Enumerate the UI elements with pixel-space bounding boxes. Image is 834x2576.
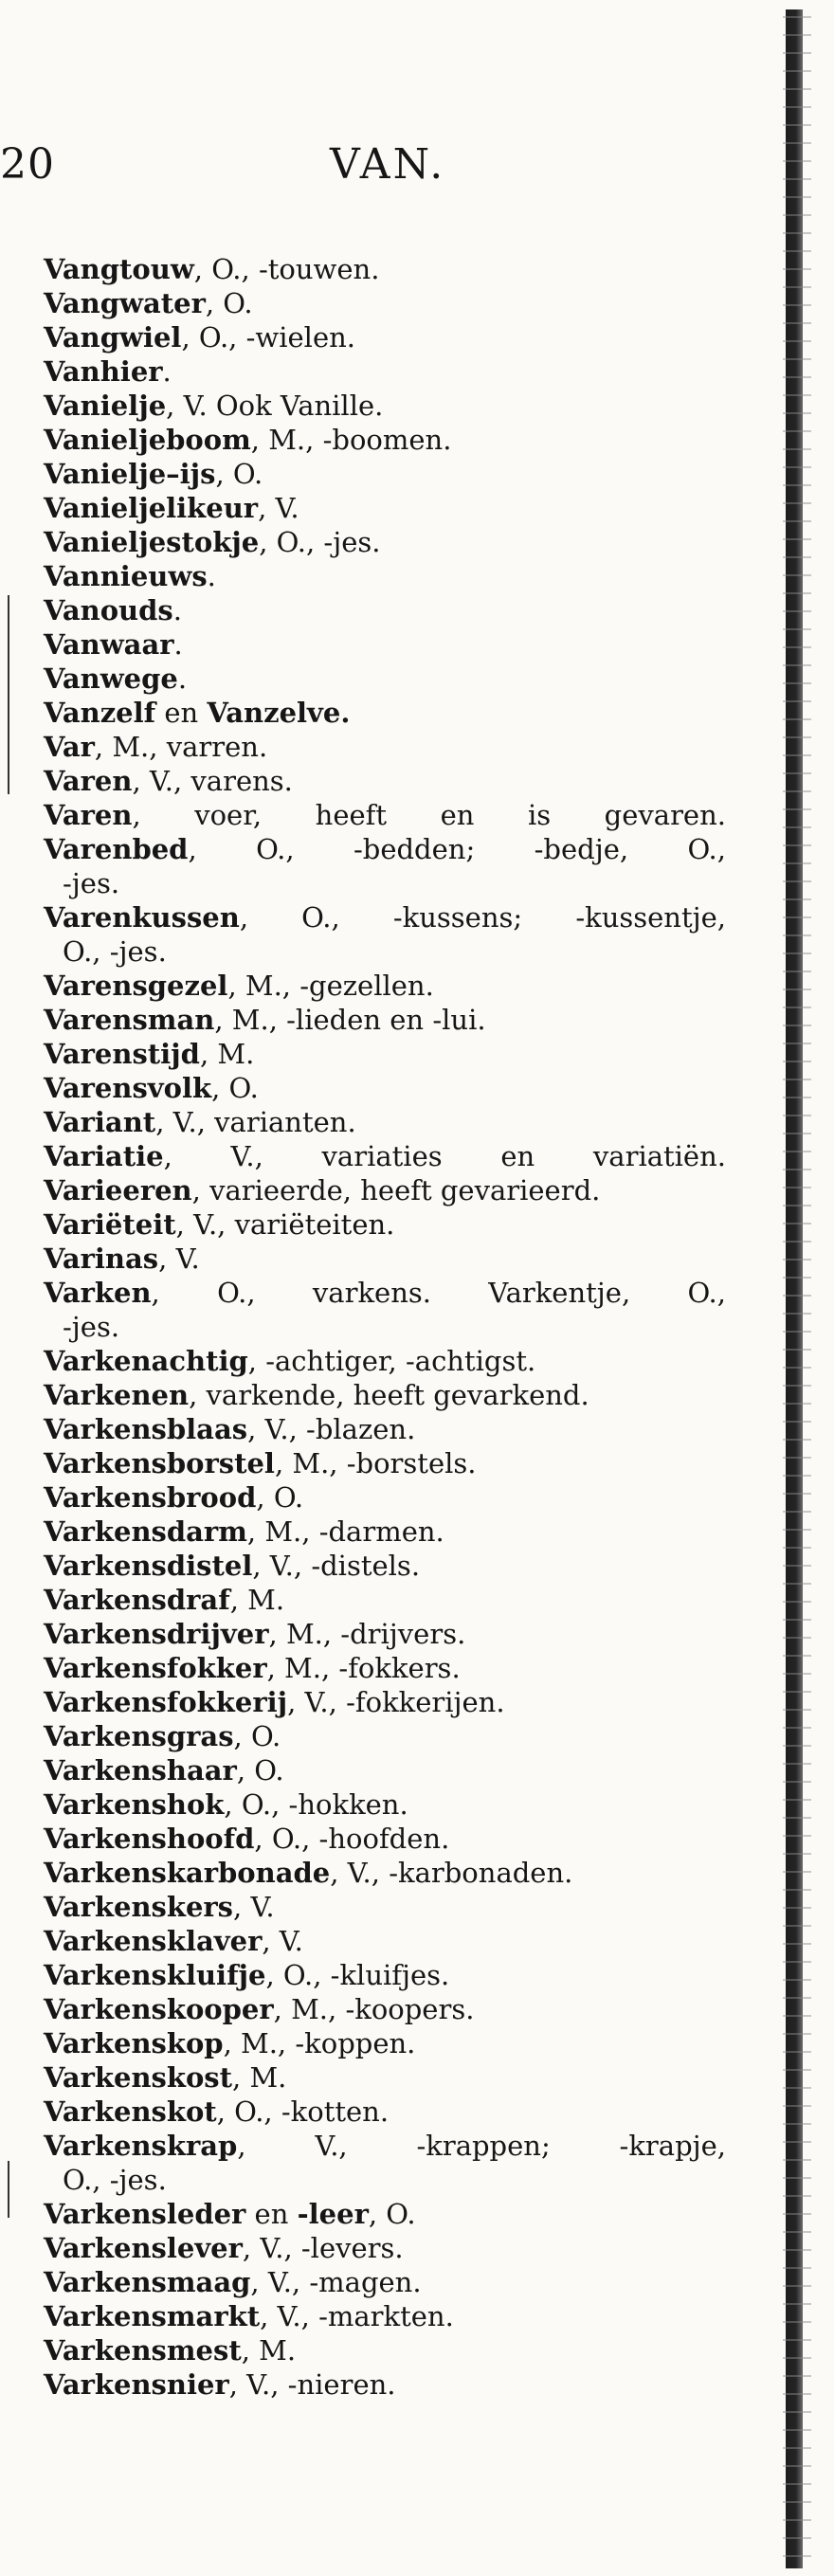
entry-headword: Varkenskrap	[44, 2130, 238, 2162]
entry-definition: , M., -lieden en -lui.	[214, 1004, 486, 1036]
entry-definition: , O.	[233, 1720, 281, 1752]
dictionary-entry	[44, 798, 726, 832]
dictionary-entry	[44, 2026, 726, 2060]
entry-definition: , V.	[158, 1243, 200, 1275]
dictionary-entry	[44, 1344, 726, 1378]
entry-headword: Varkenshaar	[44, 1754, 237, 1787]
entry-definition: .	[177, 662, 188, 695]
dictionary-entry	[44, 457, 726, 491]
entry-headword: Vanhier	[44, 355, 163, 388]
entry-definition: en	[245, 2198, 298, 2230]
entry-headword: Vanielje	[44, 390, 167, 422]
entry-definition: , O.	[205, 287, 253, 319]
entry-definition: , O.	[236, 1754, 284, 1787]
entry-headword: Varenstijd	[44, 1038, 200, 1070]
entry-definition: , M., -boomen.	[250, 424, 452, 456]
entry-definition: , M., -borstels.	[274, 1447, 477, 1479]
entry-definition: , V., -markten.	[260, 2300, 454, 2332]
entry-headword: Varkensgras	[44, 1720, 234, 1752]
dictionary-entry	[44, 2367, 726, 2402]
entry-definition: , O., -touwen.	[193, 253, 380, 285]
dictionary-entry	[44, 593, 726, 627]
dictionary-entry	[44, 1685, 726, 1719]
entry-headword: Varkensnier	[44, 2368, 229, 2401]
entry-headword: Varensvolk	[44, 1072, 212, 1104]
entry-definition: , V.	[258, 492, 299, 524]
entry-headword: Varken	[44, 1277, 152, 1309]
entry-definition: , O.	[368, 2198, 416, 2230]
dictionary-entry	[44, 1207, 726, 1242]
entry-headword: Vanwaar	[44, 628, 174, 661]
entry-headword: Varkenen	[44, 1379, 190, 1411]
entry-headword: Vangwater	[44, 287, 206, 319]
dictionary-entry	[44, 1480, 726, 1515]
dictionary-entry	[44, 2299, 726, 2333]
entry-headword: Varenbed	[44, 833, 189, 865]
entry-definition: , V., varens.	[132, 765, 293, 797]
entry-definition: , O.	[215, 458, 263, 490]
entry-definition: , V., -nieren.	[228, 2368, 396, 2401]
dictionary-entry	[44, 1583, 726, 1617]
entry-headword: Varensgezel	[44, 970, 228, 1002]
dictionary-entry	[44, 389, 726, 423]
entry-headword: Varkensblaas	[44, 1413, 248, 1445]
dictionary-entry	[44, 1139, 726, 1173]
entry-headword: Var	[44, 731, 95, 763]
dictionary-entry	[44, 1992, 726, 2026]
dictionary-entry	[44, 1617, 726, 1651]
entry-definition: en	[155, 697, 208, 729]
entry-headword: Varkenskost	[44, 2061, 233, 2094]
dictionary-entry	[44, 1071, 726, 1105]
entry-headword: Vanieljestokje	[44, 526, 260, 558]
dictionary-entry	[44, 320, 726, 354]
dictionary-entry	[44, 423, 726, 457]
entry-definition: , V. Ook Vanille.	[166, 390, 384, 422]
entry-headword: Varkensdarm	[44, 1515, 247, 1548]
entry-definition: , V.	[262, 1925, 303, 1957]
entry-definition: , M., -gezellen.	[227, 970, 434, 1002]
entry-definition: , voer, heeft en is gevaren.	[132, 799, 726, 831]
entry-headword: Varinas	[44, 1243, 159, 1275]
entry-definition: , V., -krappen; -krapje,	[237, 2130, 726, 2162]
dictionary-entry	[44, 866, 726, 900]
entry-headword: Varkenshoofd	[44, 1823, 255, 1855]
entry-definition: , O., -bedden; -bedje, O.,	[188, 833, 726, 865]
entry-definition: , O., -wielen.	[181, 321, 356, 354]
entry-variant: Vanzelve.	[207, 697, 351, 729]
dictionary-entry	[44, 2231, 726, 2265]
entry-headword: Varkensleder	[44, 2198, 246, 2230]
entry-headword: Varkenskarbonade	[44, 1857, 331, 1889]
dictionary-entry	[44, 1412, 726, 1446]
dictionary-entry	[44, 1549, 726, 1583]
entry-definition: -jes.	[63, 867, 120, 899]
entry-headword: Varen	[44, 765, 133, 797]
entry-definition: , M., -drijvers.	[268, 1618, 466, 1650]
dictionary-entry	[44, 1719, 726, 1753]
dictionary-entry	[44, 832, 726, 866]
dictionary-entry	[44, 1446, 726, 1480]
entry-definition: , M.	[199, 1038, 255, 1070]
entry-headword: Varkenskooper	[44, 1993, 274, 2025]
entry-definition: , M., -koopers.	[273, 1993, 475, 2025]
dictionary-entry	[44, 696, 726, 730]
dictionary-entry-list	[44, 252, 726, 2402]
dictionary-entry	[44, 2163, 726, 2197]
entry-definition: O., -jes.	[63, 935, 167, 968]
dictionary-entry	[44, 2095, 726, 2129]
entry-headword: Variëteit	[44, 1208, 176, 1241]
dictionary-entry	[44, 1787, 726, 1822]
entry-definition: , V., -blazen.	[247, 1413, 416, 1445]
page-number: 20	[0, 140, 55, 189]
entry-definition: , V., -magen.	[250, 2266, 422, 2298]
entry-headword: Varkensdrijver	[44, 1618, 269, 1650]
entry-headword: Vanielje–ijs	[44, 458, 216, 490]
dictionary-entry	[44, 2197, 726, 2231]
entry-headword: Varieeren	[44, 1174, 192, 1206]
entry-headword: Vannieuws	[44, 560, 208, 592]
entry-definition: , M.	[232, 2061, 287, 2094]
entry-definition: , V., -levers.	[242, 2232, 404, 2264]
entry-headword: Vanzelf	[44, 697, 156, 729]
entry-headword: Varkenskot	[44, 2095, 217, 2128]
entry-headword: Variatie	[44, 1140, 164, 1172]
dictionary-entry	[44, 1515, 726, 1549]
entry-definition: , O., -hoofden.	[254, 1823, 450, 1855]
entry-definition: , varieerde, heeft gevarieerd.	[191, 1174, 601, 1206]
entry-definition: , M.	[229, 1584, 285, 1616]
entry-definition: , V., -distels.	[252, 1550, 421, 1582]
dictionary-entry	[44, 1753, 726, 1787]
dictionary-entry	[44, 627, 726, 662]
dictionary-entry	[44, 286, 726, 320]
dictionary-entry	[44, 764, 726, 798]
dictionary-entry	[44, 525, 726, 559]
entry-definition: , O.	[211, 1072, 259, 1104]
entry-headword: Varen	[44, 799, 133, 831]
entry-definition: .	[207, 560, 216, 592]
entry-headword: Varkensborstel	[44, 1447, 275, 1479]
entry-headword: Vanieljeboom	[44, 424, 251, 456]
entry-headword: Varkensfokkerij	[44, 1686, 288, 1718]
dictionary-entry	[44, 1890, 726, 1924]
dictionary-entry	[44, 2265, 726, 2299]
dictionary-entry	[44, 1037, 726, 1071]
dictionary-entry	[44, 662, 726, 696]
entry-headword: Varkensdraf	[44, 1584, 230, 1616]
entry-definition: , varkende, heeft gevarkend.	[189, 1379, 589, 1411]
dictionary-entry	[44, 934, 726, 969]
entry-definition: , M., varren.	[94, 731, 268, 763]
dictionary-entry	[44, 1822, 726, 1856]
entry-headword: Vanieljelikeur	[44, 492, 259, 524]
dictionary-entry	[44, 491, 726, 525]
entry-variant: -leer	[297, 2198, 369, 2230]
entry-headword: Variant	[44, 1106, 156, 1138]
entry-headword: Varkenachtig	[44, 1345, 248, 1377]
entry-definition: , O.	[256, 1481, 304, 1514]
dictionary-entry	[44, 1958, 726, 1992]
dictionary-entry	[44, 2129, 726, 2163]
entry-headword: Vanwege	[44, 662, 178, 695]
entry-headword: Varkenskers	[44, 1891, 234, 1923]
dictionary-entry	[44, 1276, 726, 1310]
entry-definition: .	[172, 594, 182, 626]
dictionary-entry	[44, 252, 726, 286]
dictionary-entry	[44, 969, 726, 1003]
dictionary-entry	[44, 730, 726, 764]
dictionary-entry	[44, 1924, 726, 1958]
dictionary-entry	[44, 2333, 726, 2367]
entry-headword: Varkensbrood	[44, 1481, 257, 1514]
entry-definition: , M., -fokkers.	[266, 1652, 461, 1684]
entry-definition: , O., -kotten.	[216, 2095, 390, 2128]
entry-headword: Vangwiel	[44, 321, 182, 354]
entry-headword: Varkensdistel	[44, 1550, 253, 1582]
entry-definition: , O., -jes.	[259, 526, 381, 558]
entry-definition: , V., -fokkerijen.	[287, 1686, 505, 1718]
entry-definition: , -achtiger, -achtigst.	[247, 1345, 536, 1377]
entry-definition: , O., -hokken.	[224, 1788, 408, 1821]
dictionary-entry	[44, 1105, 726, 1139]
running-head: VAN.	[330, 140, 446, 189]
dictionary-entry	[44, 1378, 726, 1412]
margin-mark	[8, 595, 9, 794]
entry-definition: , O., -kussens; -kussentje,	[239, 901, 726, 934]
entry-headword: Varkensmarkt	[44, 2300, 261, 2332]
margin-mark	[8, 2161, 9, 2218]
entry-headword: Varkenslever	[44, 2232, 243, 2264]
entry-definition: , V., variaties en variatiën.	[163, 1140, 726, 1172]
entry-definition: , O., varkens. Varkentje, O.,	[151, 1277, 726, 1309]
dictionary-entry	[44, 1856, 726, 1890]
entry-definition: .	[162, 355, 172, 388]
entry-definition: -jes.	[63, 1311, 120, 1343]
entry-headword: Varkensfokker	[44, 1652, 267, 1684]
entry-headword: Varkenshok	[44, 1788, 225, 1821]
dictionary-entry	[44, 1003, 726, 1037]
dictionary-entry	[44, 2060, 726, 2095]
entry-definition: , M., -koppen.	[223, 2027, 416, 2059]
entry-headword: Varenkussen	[44, 901, 240, 934]
entry-definition: , O., -kluifjes.	[265, 1959, 450, 1991]
entry-definition: , V., -karbonaden.	[330, 1857, 573, 1889]
entry-headword: Varkenskop	[44, 2027, 224, 2059]
entry-definition: , V.	[233, 1891, 275, 1923]
entry-definition: , V., varianten.	[155, 1106, 356, 1138]
dictionary-entry	[44, 1242, 726, 1276]
dictionary-entry	[44, 900, 726, 934]
dictionary-entry	[44, 1310, 726, 1344]
dictionary-entry	[44, 354, 726, 389]
entry-headword: Varkensmaag	[44, 2266, 251, 2298]
entry-headword: Varensman	[44, 1004, 215, 1036]
entry-definition: .	[173, 628, 183, 661]
entry-definition: , M.	[241, 2334, 297, 2367]
entry-headword: Vanouds	[44, 594, 173, 626]
book-spine-edge	[783, 9, 811, 2568]
entry-headword: Varkenskluifje	[44, 1959, 266, 1991]
entry-definition: O., -jes.	[63, 2164, 167, 2196]
dictionary-entry	[44, 1651, 726, 1685]
entry-headword: Varkensklaver	[44, 1925, 263, 1957]
entry-definition: , V., variëteiten.	[175, 1208, 395, 1241]
dictionary-entry	[44, 1173, 726, 1207]
entry-headword: Vangtouw	[44, 253, 194, 285]
dictionary-entry	[44, 559, 726, 593]
entry-definition: , M., -darmen.	[246, 1515, 444, 1548]
entry-headword: Varkensmest	[44, 2334, 242, 2367]
